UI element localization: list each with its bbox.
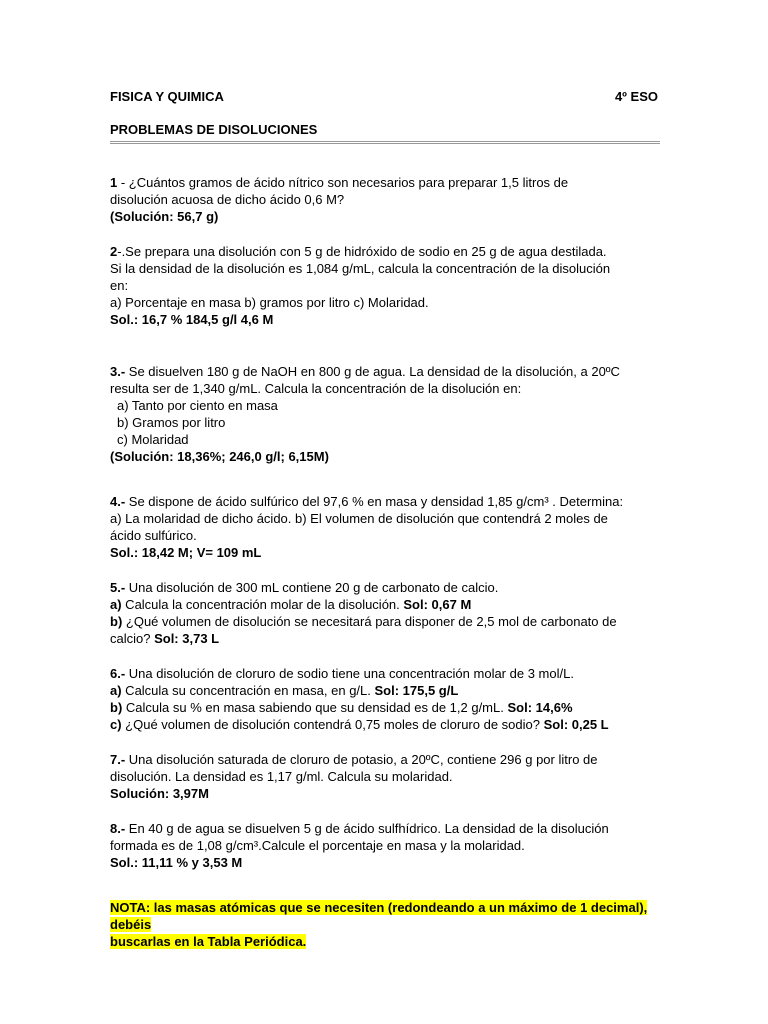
problem-text: Calcula su % en masa sabiendo que su densidad es de 1,2 g/mL. [122, 700, 508, 715]
problem-text: Calcula su concentración en masa, en g/L. [121, 683, 375, 698]
problem-text: Una disolución de cloruro de sodio tiene una concentración molar de 3 mol/L. [125, 666, 574, 681]
problem-number: 1 [110, 175, 118, 190]
problem-text: Se disuelven 180 g de NaOH en 800 g de agua. La densidad de la disolución, a 20ºC [125, 364, 620, 379]
problem-3 [110, 363, 666, 465]
list-item: c) Molaridad [117, 432, 189, 447]
problem-number: 5.- [110, 580, 126, 595]
note-text: buscarlas en la Tabla Periódica. [110, 934, 307, 949]
problem-text: a) La molaridad de dicho ácido. b) El volumen de disolución que contendrá 2 moles de [110, 511, 608, 526]
problem-solution: Sol.: 16,7 % 184,5 g/l 4,6 M [110, 312, 274, 327]
problem-5 [110, 579, 666, 647]
problem-solution: Solución: 3,97M [110, 786, 209, 801]
problem-solution: Sol: 0,67 M [403, 597, 472, 612]
problem-number: 6.- [110, 666, 126, 681]
problem-solution: (Solución: 18,36%; 246,0 g/l; 6,15M) [110, 449, 329, 464]
problem-text: ¿Qué volumen de disolución se necesitará para disponer de 2,5 mol de carbonato de [122, 614, 617, 629]
problem-solution: Sol: 0,25 L [543, 717, 609, 732]
problem-solution: Sol: 3,73 L [154, 631, 220, 646]
list-item: b) Gramos por litro [117, 415, 226, 430]
list-item: a) Tanto por ciento en masa [117, 398, 278, 413]
problem-number: 8.- [110, 821, 126, 836]
problem-text: En 40 g de agua se disuelven 5 g de ácido sulfhídrico. La densidad de la disolución [125, 821, 609, 836]
problem-solution: Sol: 175,5 g/L [374, 683, 459, 698]
problem-text: disolución. La densidad es 1,17 g/ml. Calcula su molaridad. [110, 769, 453, 784]
problem-number: 7.- [110, 752, 126, 767]
problem-text: disolución acuosa de dicho ácido 0,6 M? [110, 192, 345, 207]
problem-text: Una disolución saturada de cloruro de potasio, a 20ºC, contiene 296 g por litro de [125, 752, 598, 767]
problem-text: ácido sulfúrico. [110, 528, 197, 543]
problem-1 [110, 174, 666, 225]
problem-text: resulta ser de 1,340 g/mL. Calcula la concentración de la disolución en: [110, 381, 522, 396]
problem-4 [110, 493, 666, 561]
problem-7 [110, 751, 666, 802]
problem-8 [110, 820, 666, 871]
page-title: PROBLEMAS DE DISOLUCIONES [110, 121, 660, 144]
problem-text: calcio? [110, 631, 155, 646]
item-label: a) [110, 597, 122, 612]
problem-number: 2 [110, 244, 118, 259]
note-text: NOTA: las masas atómicas que se necesiten (redondeando a un máximo de 1 decimal), debéis [110, 900, 648, 932]
problem-text: Se dispone de ácido sulfúrico del 97,6 % en masa y densidad 1,85 g/cm³ . Determina: [125, 494, 624, 509]
problem-text: formada es de 1,08 g/cm³.Calcule el porcentaje en masa y la molaridad. [110, 838, 525, 853]
problems-list [110, 174, 666, 950]
problem-text: Si la densidad de la disolución es 1,084 g/mL, calcula la concentración de la disolución [110, 261, 611, 276]
problem-solution: (Solución: 56,7 g) [110, 209, 219, 224]
problem-2 [110, 243, 666, 328]
subject-heading: FISICA Y QUIMICA [110, 89, 224, 104]
problem-text: a) Porcentaje en masa b) gramos por litro c) Molaridad. [110, 295, 429, 310]
problem-number: 3.- [110, 364, 126, 379]
problem-text: en: [110, 278, 129, 293]
problem-text: - ¿Cuántos gramos de ácido nítrico son necesarios para preparar 1,5 litros de [117, 175, 569, 190]
problem-number: 4.- [110, 494, 126, 509]
problem-text: ¿Qué volumen de disolución contendrá 0,75 moles de cloruro de sodio? [121, 717, 544, 732]
problem-text: -.Se prepara una disolución con 5 g de hidróxido de sodio en 25 g de agua destilada. [117, 244, 607, 259]
item-label: b) [110, 614, 123, 629]
level-heading: 4º ESO [614, 89, 658, 104]
item-label: b) [110, 700, 123, 715]
item-label: a) [110, 683, 122, 698]
item-label: c) [110, 717, 122, 732]
problem-text: Calcula la concentración molar de la disolución. [121, 597, 404, 612]
problem-solution: Sol.: 18,42 M; V= 109 mL [110, 545, 262, 560]
problem-6 [110, 665, 666, 733]
problem-solution: Sol.: 11,11 % y 3,53 M [110, 855, 243, 870]
problem-solution: Sol: 14,6% [507, 700, 573, 715]
problem-text: Una disolución de 300 mL contiene 20 g de carbonato de calcio. [125, 580, 499, 595]
note-box [110, 899, 666, 950]
